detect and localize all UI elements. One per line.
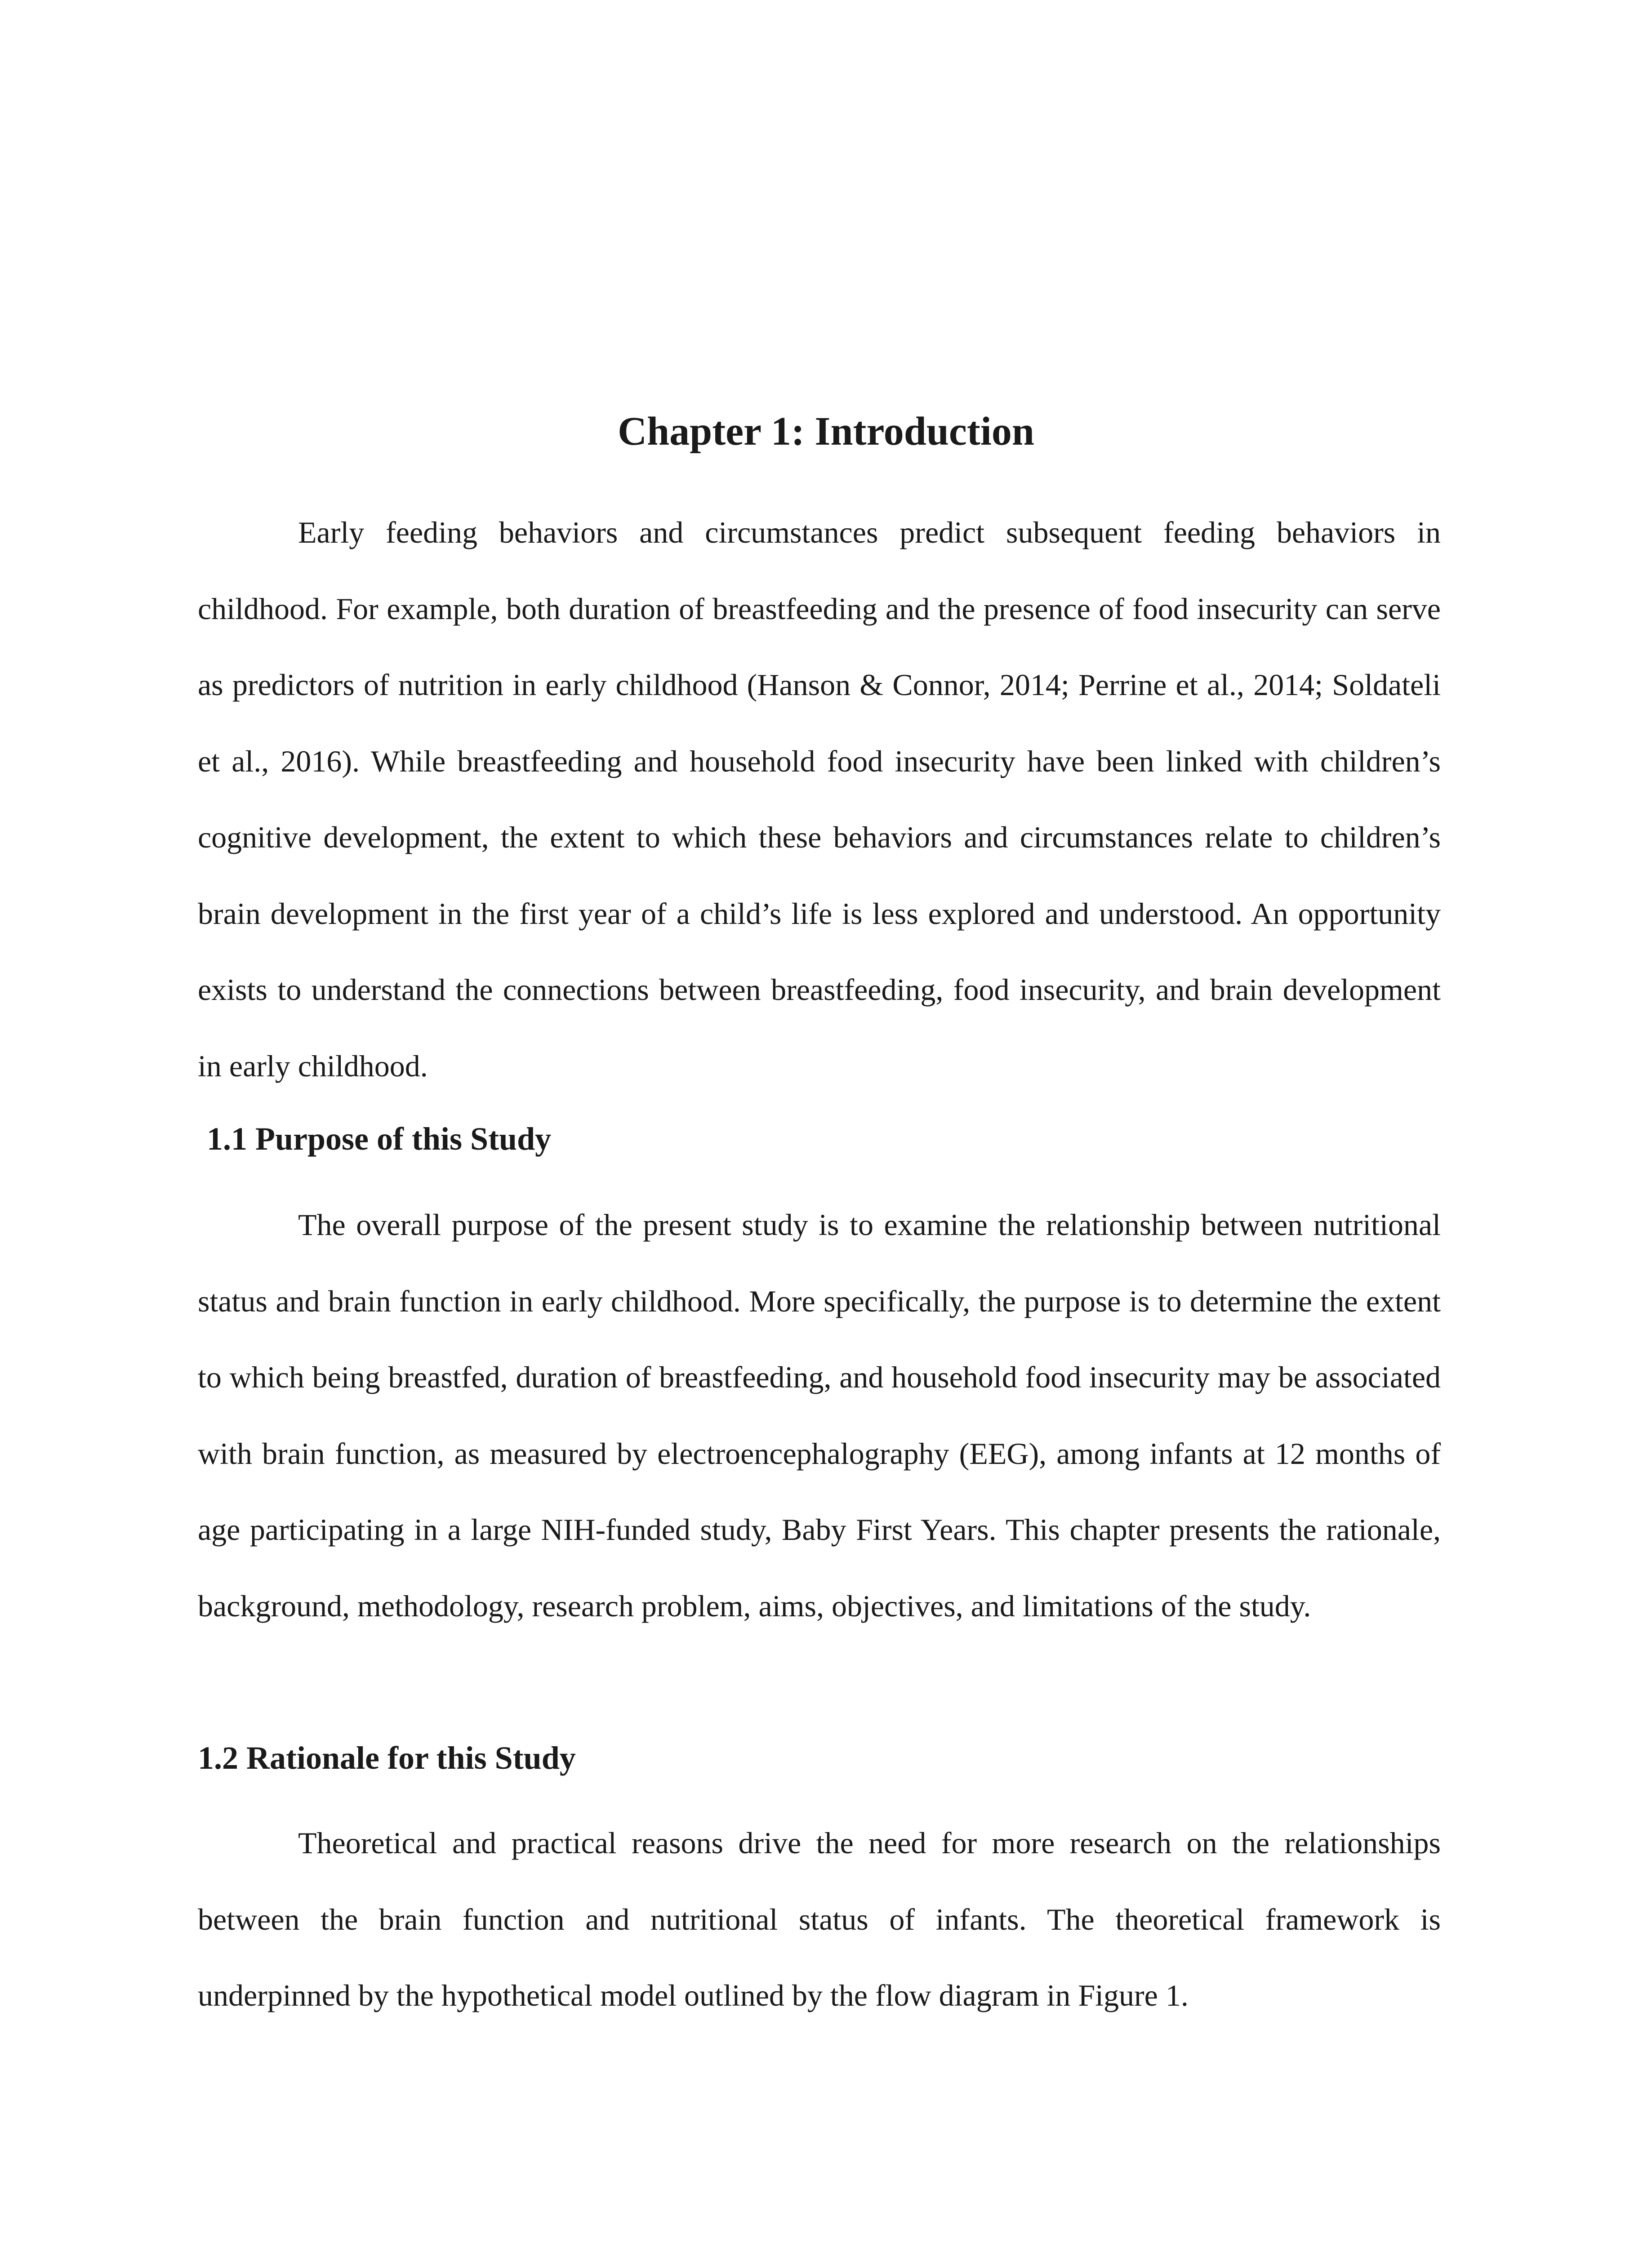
chapter-title: Chapter 1: Introduction — [618, 409, 1034, 454]
section-heading-rationale: 1.2 Rationale for this Study — [198, 1740, 576, 1776]
purpose-paragraph: The overall purpose of the present study is to examine the relationship between nutritional status and brain function in early childhood. More specifically, the purpose is to determine the extent to which being breastfed, duration of breastfeeding, and household food insecurity may be associated with brain function, as measured by electroencephalography (EEG), among infants at 12 months of age participating in a large NIH-funded study, Baby First Years. This chapter presents the rationale, background, methodology, research problem, aims, objectives, and limitations of the study. — [198, 1208, 1441, 1623]
rationale-paragraph: Theoretical and practical reasons drive the need for more research on the relationships between the brain function and nutritional status of infants. The theoretical framework is underpinned by the hypothetical model outlined by the flow diagram in Figure 1. — [198, 1826, 1441, 2012]
section-heading-purpose: 1.1 Purpose of this Study — [207, 1121, 552, 1157]
intro-paragraph: Early feeding behaviors and circumstances predict subsequent feeding behaviors in childhood. For example, both duration of breastfeeding and the presence of food insecurity can serve as predictors of nutrition in early childhood (Hanson & Connor, 2014; Perrine et al., 2014; Soldateli et al., 2016). While breastfeeding and household food insecurity have been linked with children’s cognitive development, the extent to which these behaviors and circumstances relate to children’s brain development in the first year of a child’s life is less explored and understood. An opportunity exists to understand the connections between breastfeeding, food insecurity, and brain development in early childhood. — [198, 515, 1441, 1083]
